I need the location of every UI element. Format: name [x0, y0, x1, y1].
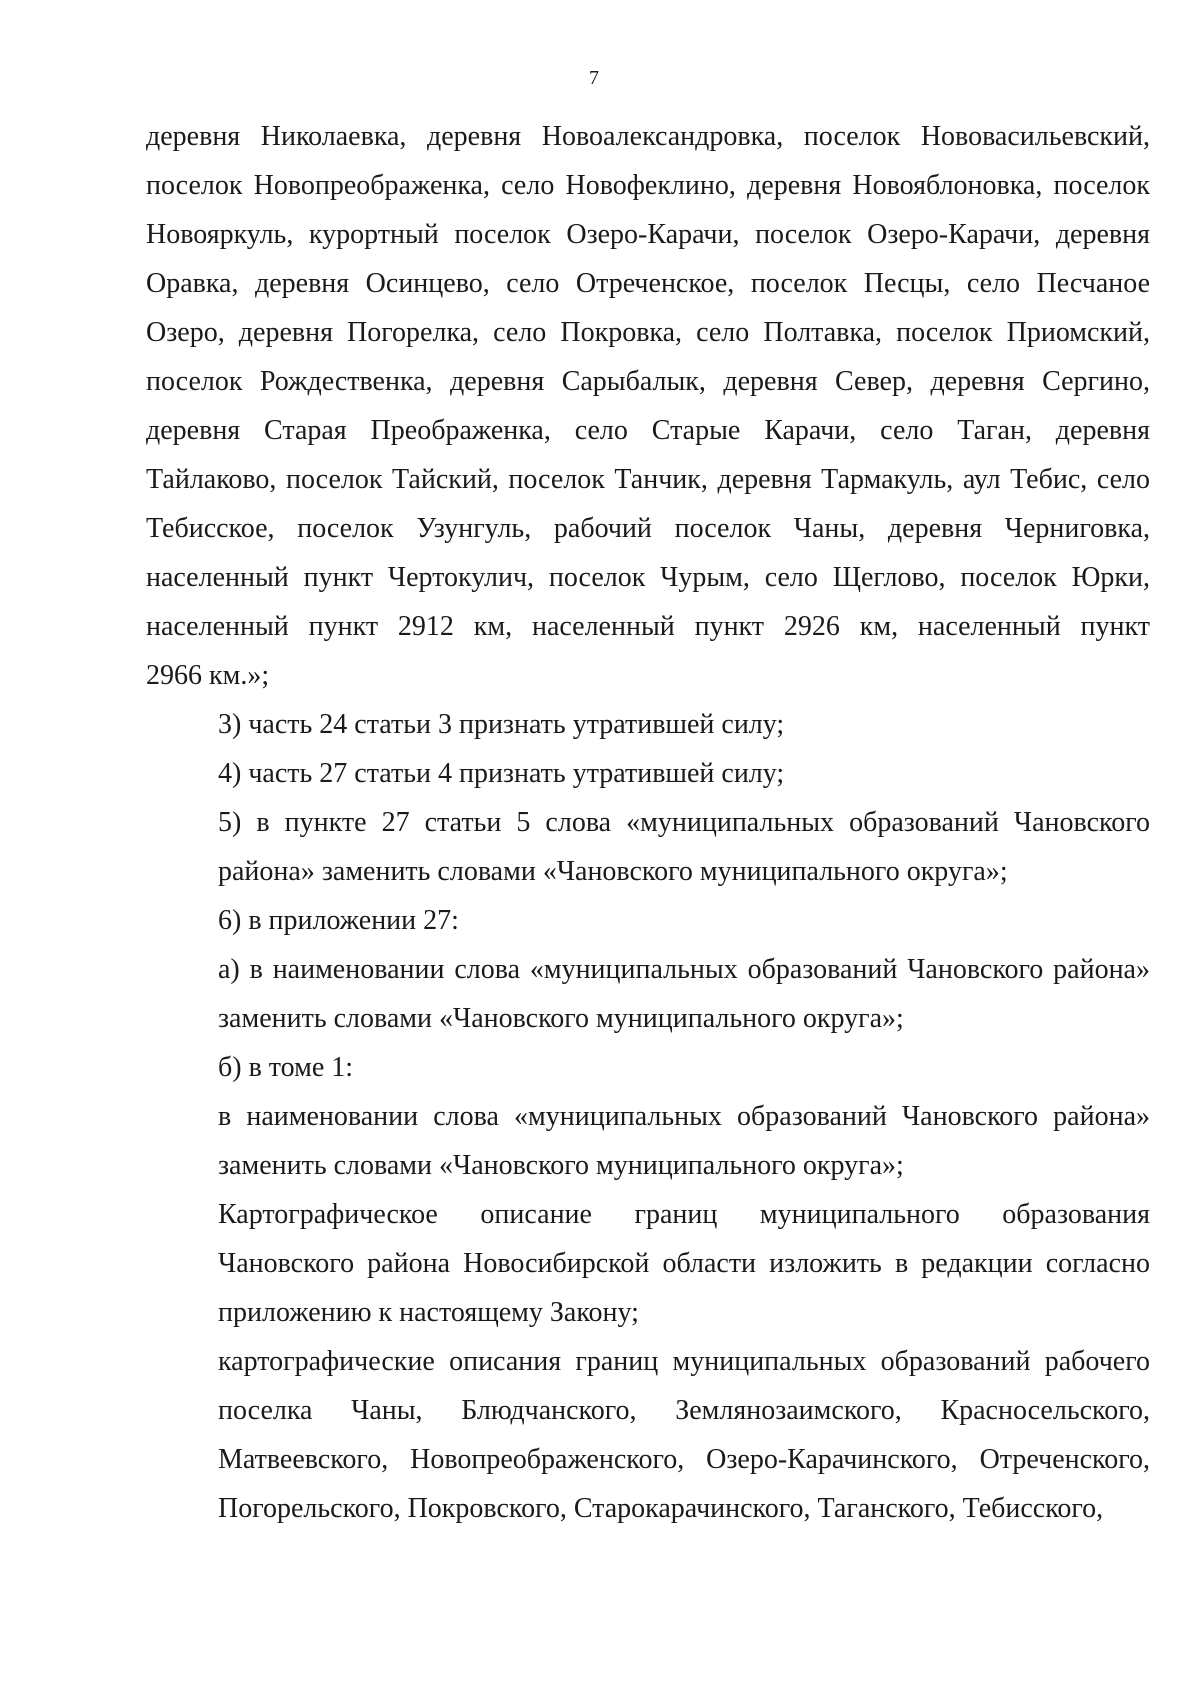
text-line: 2966 км.»; [146, 660, 270, 691]
document-body [146, 112, 1150, 1533]
text-line: б) в томе 1: [218, 1052, 354, 1083]
text-line: заменить словами «Чановского муниципального округа»; [218, 1150, 904, 1181]
text-line: Погорельского, Покровского, Старокарачинского, Таганского, Тебисского, [218, 1493, 1104, 1524]
paragraph [146, 112, 1150, 700]
text-line: картографические описания границ муниципальных образований рабочего [218, 1346, 1150, 1377]
text-line: района» заменить словами «Чановского муниципального округа»; [218, 856, 1008, 887]
text-line: деревня Старая Преображенка, село Старые Карачи, село Таган, деревня [146, 415, 1150, 446]
text-line: поселок Рождественка, деревня Сарыбалык, деревня Север, деревня Сергино, [146, 366, 1150, 397]
paragraph [146, 1092, 1150, 1190]
text-line: Тайлаково, поселок Тайский, поселок Танчик, деревня Тармакуль, аул Тебис, село [146, 464, 1150, 495]
text-line: 5) в пункте 27 статьи 5 слова «муниципальных образований Чановского [218, 807, 1150, 838]
text-line: а) в наименовании слова «муниципальных образований Чановского района» [218, 954, 1150, 985]
paragraph [146, 1190, 1150, 1337]
text-line: Новояркуль, курортный поселок Озеро-Карачи, поселок Озеро-Карачи, деревня [146, 219, 1150, 250]
paragraph [146, 1337, 1150, 1533]
page-number: 7 [589, 67, 599, 89]
text-line: поселок Новопреображенка, село Новофеклино, деревня Новояблоновка, поселок [146, 170, 1150, 201]
text-line: населенный пункт Чертокулич, поселок Чурым, село Щеглово, поселок Юрки, [146, 562, 1150, 593]
text-line: Матвеевского, Новопреображенского, Озеро-Карачинского, Отреченского, [218, 1444, 1150, 1475]
text-line: 3) часть 24 статьи 3 признать утратившей силу; [218, 709, 785, 740]
text-line: Тебисское, поселок Узунгуль, рабочий поселок Чаны, деревня Черниговка, [146, 513, 1150, 544]
text-line: заменить словами «Чановского муниципального округа»; [218, 1003, 904, 1034]
text-line: населенный пункт 2912 км, населенный пункт 2926 км, населенный пункт [146, 611, 1150, 642]
paragraph [146, 700, 1150, 749]
paragraph [146, 945, 1150, 1043]
text-line: в наименовании слова «муниципальных образований Чановского района» [218, 1101, 1150, 1132]
text-line: 4) часть 27 статьи 4 признать утратившей силу; [218, 758, 785, 789]
paragraph [146, 896, 1150, 945]
text-line: поселка Чаны, Блюдчанского, Землянозаимского, Красносельского, [218, 1395, 1150, 1426]
text-line: приложению к настоящему Закону; [218, 1297, 639, 1328]
paragraph [146, 1043, 1150, 1092]
paragraph [146, 749, 1150, 798]
paragraph [146, 798, 1150, 896]
text-line: деревня Николаевка, деревня Новоалександровка, поселок Нововасильевский, [146, 121, 1150, 152]
text-line: Озеро, деревня Погорелка, село Покровка, село Полтавка, поселок Приомский, [146, 317, 1150, 348]
text-line: Оравка, деревня Осинцево, село Отреченское, поселок Песцы, село Песчаное [146, 268, 1150, 299]
text-line: Чановского района Новосибирской области изложить в редакции согласно [218, 1248, 1150, 1279]
text-line: Картографическое описание границ муниципального образования [218, 1199, 1150, 1230]
text-line: 6) в приложении 27: [218, 905, 459, 936]
